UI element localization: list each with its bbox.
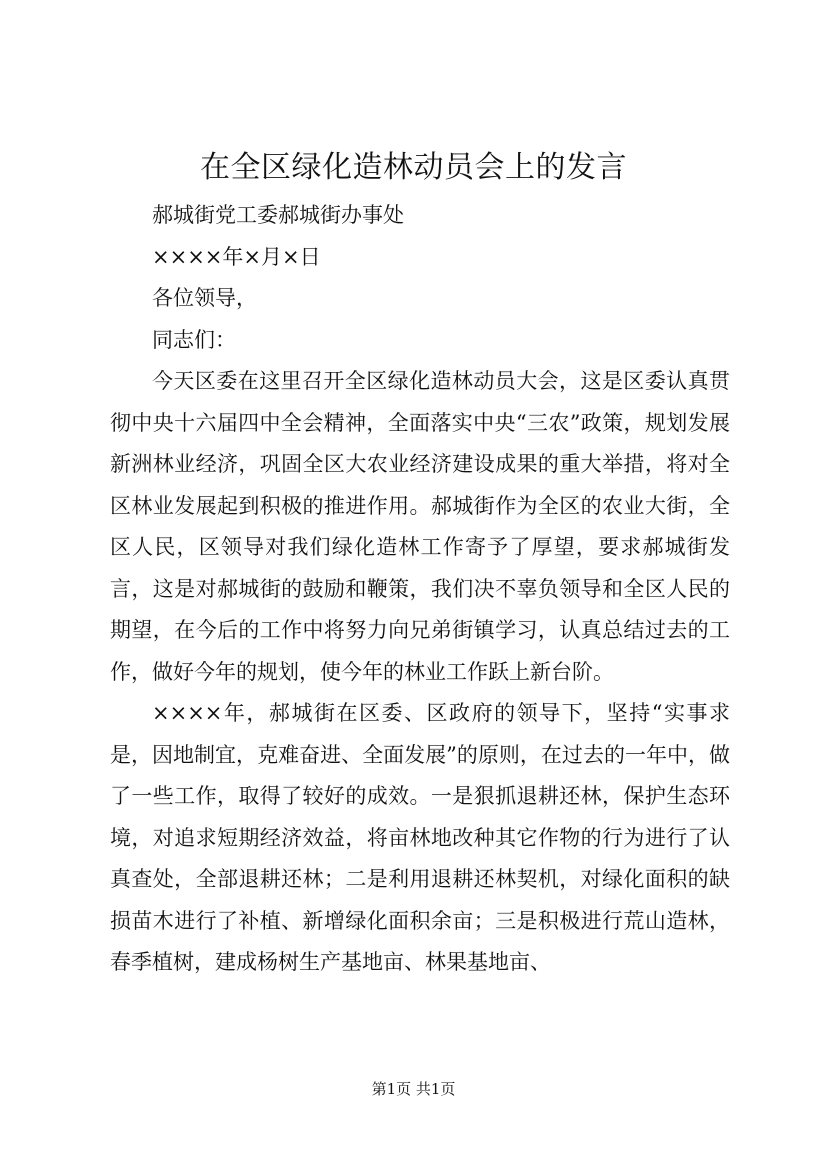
document-title: 在全区绿化造林动员会上的发言 [200, 150, 627, 185]
issuer-line: 郝城街党工委郝城街办事处 [152, 203, 404, 227]
date-line: ××××年×月×日 [152, 244, 321, 269]
document-body [110, 195, 730, 984]
paragraph-review: ××××年，郝城街在区委、区政府的领导下，坚持“实事求是，因地制宜，克难奋进、全面发展”的原则，在过去的一年中，做了一些工作，取得了较好的成效。一是狠抓退耕还林，保护生态环境，对追求短期经济效益，将亩林地改种其它作物的行为进行了认真查处，全部退耕还林；二是利用退耕还林契机，对绿化面积的缺损苗木进行了补植、新增绿化面积余亩；三是积极进行荒山造林，春季植树，建成杨树生产基地亩、林果基地亩、 [110, 701, 730, 974]
paragraph-opening: 今天区委在这里召开全区绿化造林动员大会，这是区委认真贯彻中央十六届四中全会精神，全面落实中央“三农”政策，规划发展新洲林业经济，巩固全区大农业经济建设成果的重大举措，将对全区林业发展起到积极的推进作用。郝城街作为全区的农业大街，全区人民，区领导对我们绿化造林工作寄予了厚望，要求郝城街发言，这是对郝城街的鼓励和鞭策，我们决不辜负领导和全区人民的期望，在今后的工作中将努力向兄弟街镇学习，认真总结过去的工作，做好今年的规划，使今年的林业工作跃上新台阶。 [110, 369, 730, 684]
salutation-comrades: 同志们： [152, 327, 236, 352]
salutation-leaders: 各位领导， [152, 286, 257, 310]
page-footer: 第1页 共1页 [371, 1080, 456, 1098]
